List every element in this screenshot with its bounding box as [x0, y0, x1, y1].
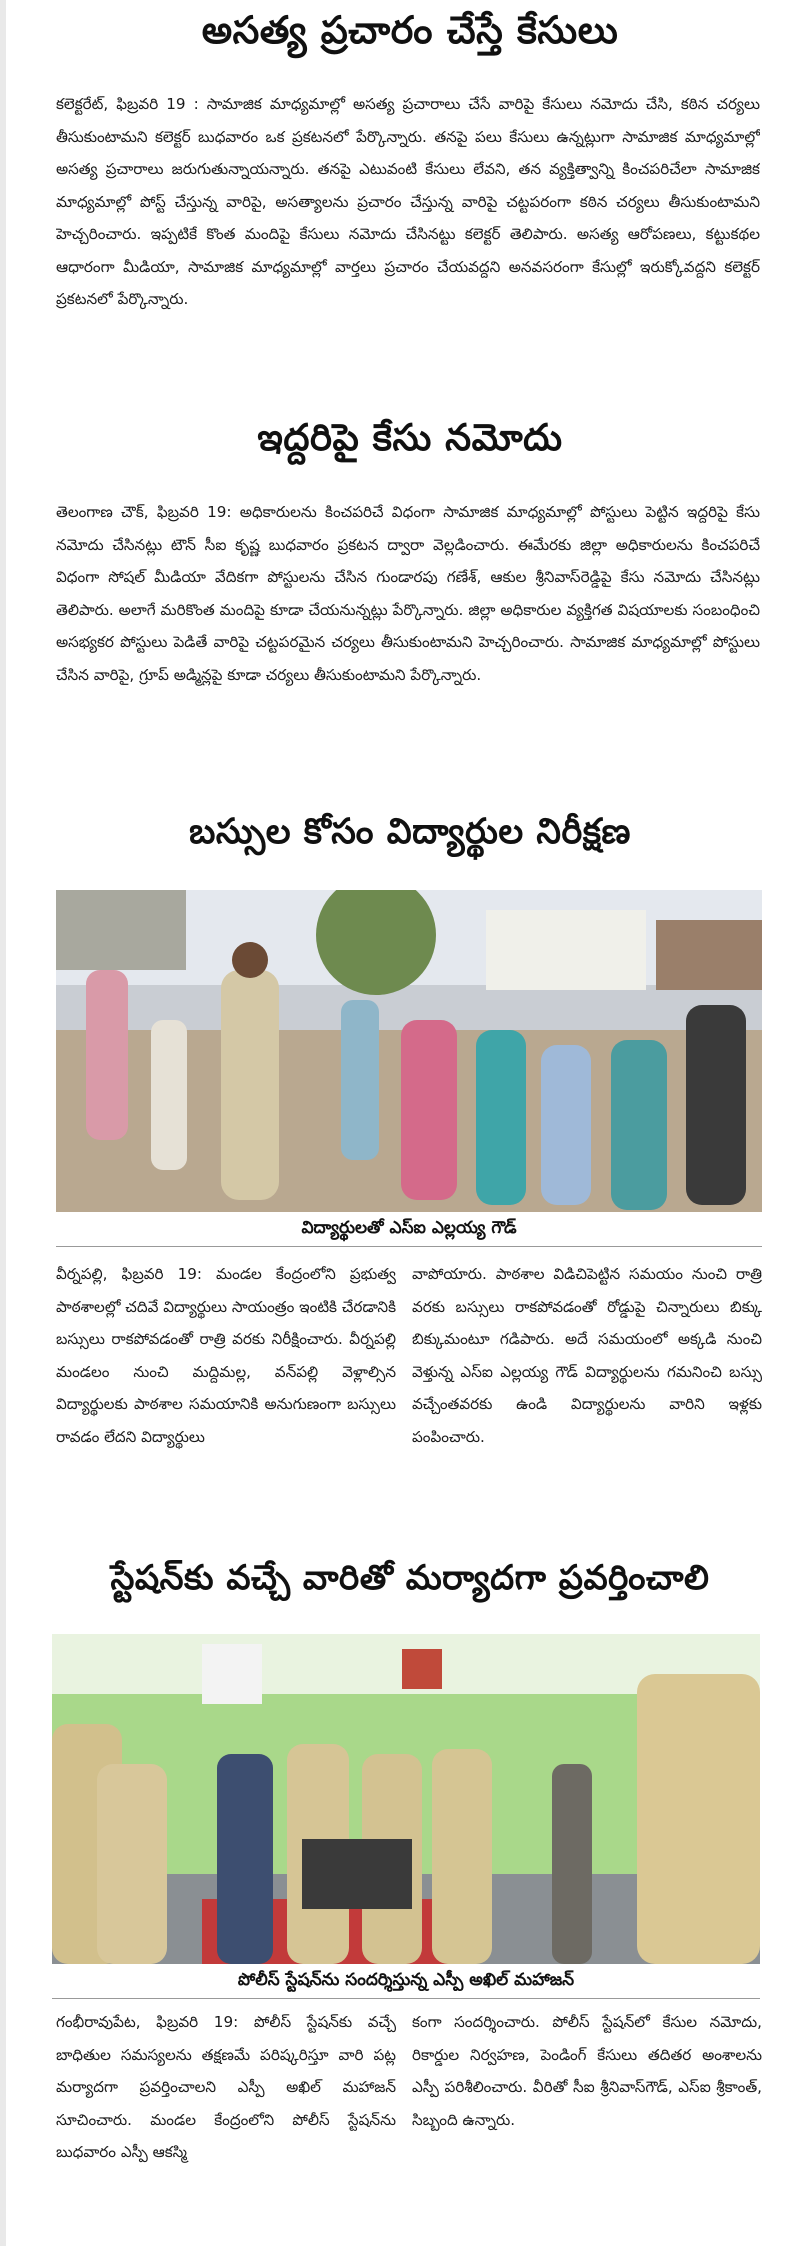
article-3-headline: బస్సుల కోసం విద్యార్థుల నిరీక్షణ: [189, 812, 631, 852]
police-photo-caption: పోలీస్ స్టేషన్‌ను సందర్శిస్తున్న ఎస్పీ అఖిల్ మహాజన్: [237, 1970, 575, 1990]
article-4-column-2: కంగా సందర్శించారు. పోలీస్ స్టేషన్‌లో కేసుల నమోదు, రికార్డుల నిర్వహణ, పెండింగ్ కేసులు తదితర అంశాలను ఎస్పీ పరిశీలించారు. వీరితో సీఐ శ్రీనివాస్‌గౌడ్, ఎస్ఐ శ్రీకాంత్, సిబ్బంది ఉన్నారు.: [412, 2013, 762, 2129]
police-station-photo-image: [52, 1634, 760, 1964]
caption-divider: [56, 1246, 762, 1247]
article-1-headline: అసత్య ప్రచారం చేస్తే కేసులు: [201, 8, 619, 52]
article-4-column-1: గంభీరావుపేట, ఫిబ్రవరి 19: పోలీస్ స్టేషన్‌కు వచ్చే బాధితుల సమస్యలను తక్షణమే పరిష్కరిస్తూ వారి పట్ల మర్యాదగా ప్రవర్తించాలని ఎస్పీ అఖిల్ మహాజన్ సూచించారు. మండల కేంద్రంలోని పోలీస్ స్టేషన్‌ను బుధవారం ఎస్పీ ఆకస్మి: [56, 2013, 396, 2161]
left-margin-bar: [0, 0, 6, 2246]
students-photo: [56, 890, 762, 1212]
article-2-body: తెలంగాణ చౌక్, ఫిబ్రవరి 19: అధికారులను కించపరిచే విధంగా సామాజిక మాధ్యమాల్లో పోస్టులు పెట్టిన ఇద్దరిపై కేసు నమోదు చేసినట్లు టౌన్ సీఐ కృష్ణ బుధవారం ప్రకటన ద్వారా వెల్లడించారు. ఈమేరకు జిల్లా అధికారులను కించపరిచే విధంగా సోషల్ మీడియా వేదికగా పోస్టులను చేసిన గుండారపు గణేశ్, ఆకుల శ్రీనివాస్‌రెడ్డిపై కేసు నమోదు చేసినట్లు తెలిపారు. అలాగే మరికొంత మందిపై కూడా చేయనున్నట్లు పేర్కొన్నారు. జిల్లా అధికారుల వ్యక్తిగత విషయాలకు సంబంధించి అసభ్యకర పోస్టులు పెడితే వారిపై చట్టపరమైన చర్యలు తీసుకుంటామని హెచ్చరించారు. సామాజిక మాధ్యమాల్లో పోస్టులు చేసిన వారిపై, గ్రూప్ అడ్మిన్లపై కూడా చర్యలు తీసుకుంటామని పేర్కొన్నారు.: [56, 503, 760, 684]
article-3-column-2: వాపోయారు. పాఠశాల విడిచిపెట్టిన సమయం నుంచి రాత్రి వరకు బస్సులు రాకపోవడంతో రోడ్డుపై చిన్నారులు బిక్కు బిక్కుమంటూ గడిపారు. అదే సమయంలో అక్కడి నుంచి వెళ్తున్న ఎస్ఐ ఎల్లయ్య గౌడ్ విద్యార్థులను గమనించి బస్సు వచ్చేంతవరకు ఉండి విద్యార్థులను వారిని ఇళ్లకు పంపించారు.: [412, 1265, 762, 1446]
article-1-body: కలెక్టరేట్, ఫిబ్రవరి 19 : సామాజిక మాధ్యమాల్లో అసత్య ప్రచారాలు చేసే వారిపై కేసులు నమోదు చేసి, కఠిన చర్యలు తీసుకుంటామని కలెక్టర్ బుధవారం ఒక ప్రకటనలో పేర్కొన్నారు. తనపై పలు కేసులు ఉన్నట్లుగా సామాజిక మాధ్యమాల్లో అసత్య ప్రచారాలు జరుగుతున్నాయన్నారు. తనపై ఎటువంటి కేసులు లేవని, తన వ్యక్తిత్వాన్ని కించపరిచేలా సామాజిక మాధ్యమాల్లో పోస్ట్ చేస్తున్న వారిపై, అసత్యాలను ప్రచారం చేస్తున్న వారిపై చట్టపరంగా కఠిన చర్యలు తీసుకుంటామని హెచ్చరించారు. ఇప్పటికే కొంత మందిపై కేసులు నమోదు చేసినట్టు కలెక్టర్ తెలిపారు. అసత్య ఆరోపణలు, కట్టుకథల ఆధారంగా మీడియా, సామాజిక మాధ్యమాల్లో వార్తలు ప్రచారం చేయవద్దని అనవసరంగా కేసుల్లో ఇరుక్కోవద్దని కలెక్టర్ ప్రకటనలో పేర్కొన్నారు.: [56, 95, 760, 308]
students-photo-image: [56, 890, 762, 1212]
article-4-headline: స్టేషన్‌కు వచ్చే వారితో మర్యాదగా ప్రవర్తించాలి: [110, 1558, 710, 1598]
article-3-column-1: వీర్నపల్లి, ఫిబ్రవరి 19: మండల కేంద్రంలోని ప్రభుత్వ పాఠశాలల్లో చదివే విద్యార్థులు సాయంత్రం ఇంటికి చేరడానికి బస్సులు రాకపోవడంతో రాత్రి వరకు నిరీక్షించారు. వీర్నపల్లి మండలం నుంచి మద్దిమల్ల, వన్‌పల్లి వెళ్లాల్సిన విద్యార్థులకు పాఠశాల సమయానికి అనుగుణంగా బస్సులు రావడం లేదని విద్యార్థులు: [56, 1265, 396, 1446]
students-photo-caption: విద్యార్థులతో ఎస్ఐ ఎల్లయ్య గౌడ్: [301, 1218, 517, 1238]
article-2-headline: ఇద్దరిపై కేసు నమోదు: [257, 416, 563, 459]
police-station-photo: [52, 1634, 760, 1964]
caption-divider-2: [52, 1998, 760, 1999]
